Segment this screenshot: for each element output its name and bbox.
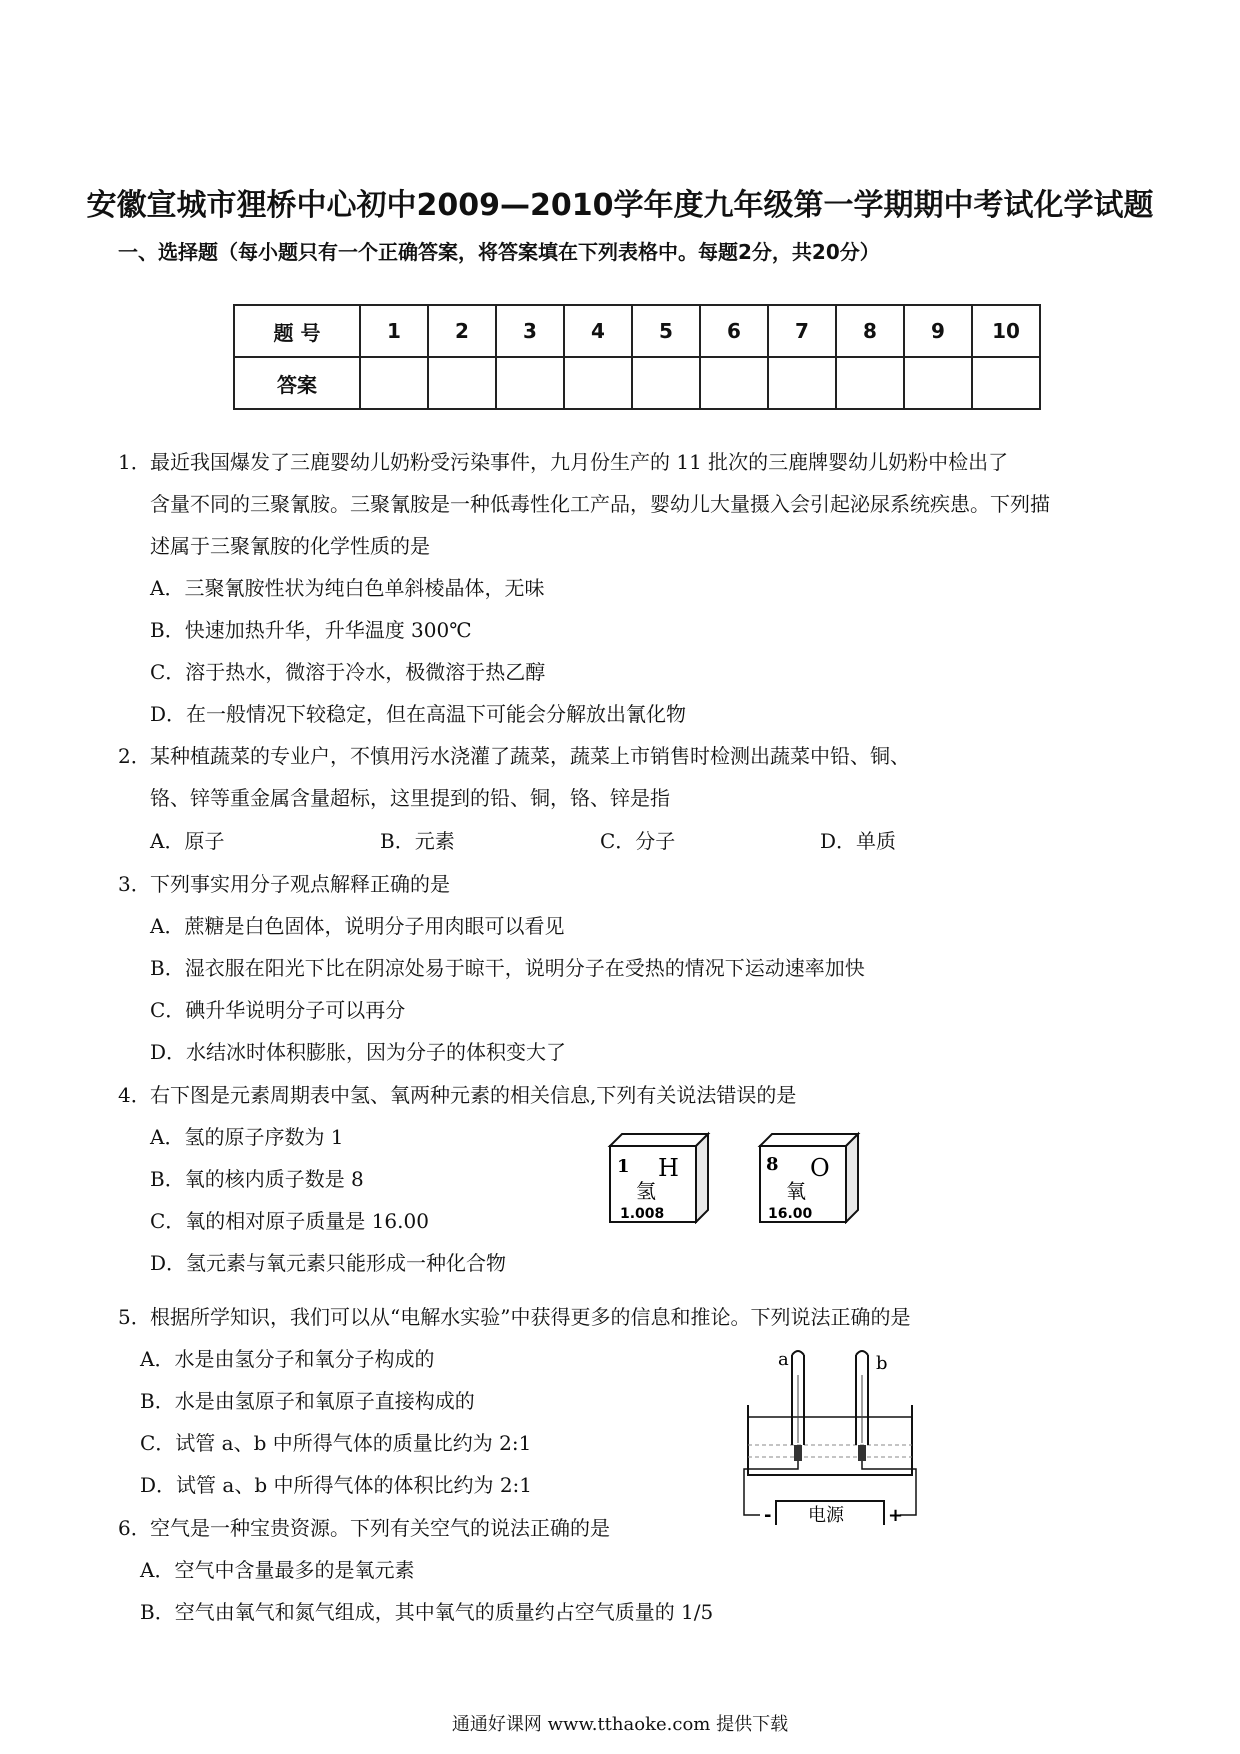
table-cell: 1 <box>360 305 428 357</box>
option-a: A．氢的原子序数为 1 <box>150 1125 344 1149</box>
option-b: B．湿衣服在阳光下比在阴凉处易于晾干，说明分子在受热的情况下运动速率加快 <box>150 956 865 980</box>
tube-label-b: b <box>876 1353 888 1374</box>
element-cards-figure <box>600 1124 900 1224</box>
option-a: A．水是由氢分子和氧分子构成的 <box>140 1347 435 1371</box>
answer-cell[interactable] <box>428 357 496 409</box>
option-c: C．试管 a、b 中所得气体的质量比约为 2:1 <box>140 1431 532 1455</box>
option-d: D．水结冰时体积膨胀，因为分子的体积变大了 <box>150 1040 567 1064</box>
atomic-mass: 1.008 <box>620 1206 665 1222</box>
question-number: 3． <box>118 872 151 896</box>
atomic-mass: 16.00 <box>768 1206 813 1222</box>
positive-terminal: + <box>888 1505 904 1525</box>
electrolysis-apparatus-figure <box>740 1345 920 1525</box>
table-header-number: 题 号 <box>234 305 360 357</box>
table-cell: 3 <box>496 305 564 357</box>
option-a: A．原子 <box>150 829 225 853</box>
element-name: 氢 <box>636 1179 656 1203</box>
table-row <box>234 357 1040 409</box>
option-b: B．快速加热升华，升华温度 300℃ <box>150 618 472 642</box>
table-cell: 6 <box>700 305 768 357</box>
table-cell: 8 <box>836 305 904 357</box>
option-c: C．碘升华说明分子可以再分 <box>150 998 406 1022</box>
table-row <box>234 305 1040 357</box>
table-cell: 4 <box>564 305 632 357</box>
option-c: C．氧的相对原子质量是 16.00 <box>150 1209 429 1233</box>
table-cell: 7 <box>768 305 836 357</box>
question-text: 右下图是元素周期表中氢、氧两种元素的相关信息,下列有关说法错误的是 <box>150 1083 797 1107</box>
table-cell: 10 <box>972 305 1040 357</box>
answer-cell[interactable] <box>836 357 904 409</box>
option-a: A．空气中含量最多的是氧元素 <box>140 1558 415 1582</box>
element-card-hydrogen <box>610 1134 708 1222</box>
element-name: 氧 <box>786 1179 806 1203</box>
table-cell: 5 <box>632 305 700 357</box>
power-source-label: 电源 <box>808 1505 844 1525</box>
question-text: 述属于三聚氰胺的化学性质的是 <box>150 534 430 558</box>
table-cell: 2 <box>428 305 496 357</box>
option-d: D．在一般情况下较稳定，但在高温下可能会分解放出氰化物 <box>150 702 687 726</box>
element-symbol: H <box>658 1154 679 1182</box>
atomic-number: 8 <box>766 1154 779 1175</box>
answer-cell[interactable] <box>768 357 836 409</box>
option-c: C．溶于热水，微溶于冷水，极微溶于热乙醇 <box>150 660 546 684</box>
table-cell: 9 <box>904 305 972 357</box>
question-text: 下列事实用分子观点解释正确的是 <box>150 872 450 896</box>
question-number: 6． <box>118 1516 151 1540</box>
question-text: 根据所学知识，我们可以从“电解水实验”中获得更多的信息和推论。下列说法正确的是 <box>150 1305 911 1329</box>
question-number: 2． <box>118 744 151 768</box>
question-number: 1． <box>118 450 151 474</box>
option-b: B．元素 <box>380 829 455 853</box>
answer-cell[interactable] <box>564 357 632 409</box>
answer-cell[interactable] <box>904 357 972 409</box>
atomic-number: 1 <box>617 1156 630 1177</box>
question-text: 含量不同的三聚氰胺。三聚氰胺是一种低毒性化工产品，婴幼儿大量摄入会引起泌尿系统疾患。下列描 <box>150 492 1050 516</box>
question-text: 空气是一种宝贵资源。下列有关空气的说法正确的是 <box>150 1516 610 1540</box>
element-card-oxygen <box>760 1134 858 1222</box>
question-text: 最近我国爆发了三鹿婴幼儿奶粉受污染事件，九月份生产的 11 批次的三鹿牌婴幼儿奶粉中检出了 <box>150 450 1009 474</box>
answer-table <box>233 304 1041 410</box>
table-header-answer: 答案 <box>234 357 360 409</box>
question-text: 某种植蔬菜的专业户，不慎用污水浇灌了蔬菜，蔬菜上市销售时检测出蔬菜中铅、铜、 <box>150 744 910 768</box>
page-title: 安徽宣城市狸桥中心初中2009—2010学年度九年级第一学期期中考试化学试题 <box>86 188 1154 223</box>
page-footer: 通通好课网 www.tthaoke.com 提供下载 <box>451 1714 789 1735</box>
element-symbol: O <box>810 1154 830 1182</box>
section-heading: 一、选择题（每小题只有一个正确答案，将答案填在下列表格中。每题2分，共20分） <box>118 240 880 264</box>
answer-cell[interactable] <box>632 357 700 409</box>
question-text: 铬、锌等重金属含量超标，这里提到的铅、铜，铬、锌是指 <box>150 786 670 810</box>
question-number: 4． <box>118 1083 151 1107</box>
answer-cell[interactable] <box>360 357 428 409</box>
option-d: D．单质 <box>820 829 897 853</box>
option-a: A．蔗糖是白色固体，说明分子用肉眼可以看见 <box>150 914 565 938</box>
answer-cell[interactable] <box>700 357 768 409</box>
option-b: B．氧的核内质子数是 8 <box>150 1167 364 1191</box>
option-a: A．三聚氰胺性状为纯白色单斜棱晶体，无味 <box>150 576 545 600</box>
question-number: 5． <box>118 1305 151 1329</box>
answer-cell[interactable] <box>972 357 1040 409</box>
option-c: C．分子 <box>600 829 676 853</box>
answer-cell[interactable] <box>496 357 564 409</box>
option-b: B．水是由氢原子和氧原子直接构成的 <box>140 1389 475 1413</box>
option-b: B．空气由氧气和氮气组成，其中氧气的质量约占空气质量的 1/5 <box>140 1600 714 1624</box>
option-d: D．试管 a、b 中所得气体的体积比约为 2:1 <box>140 1473 533 1497</box>
option-d: D．氢元素与氧元素只能形成一种化合物 <box>150 1251 507 1275</box>
negative-terminal: - <box>764 1505 772 1525</box>
tube-label-a: a <box>778 1349 789 1370</box>
